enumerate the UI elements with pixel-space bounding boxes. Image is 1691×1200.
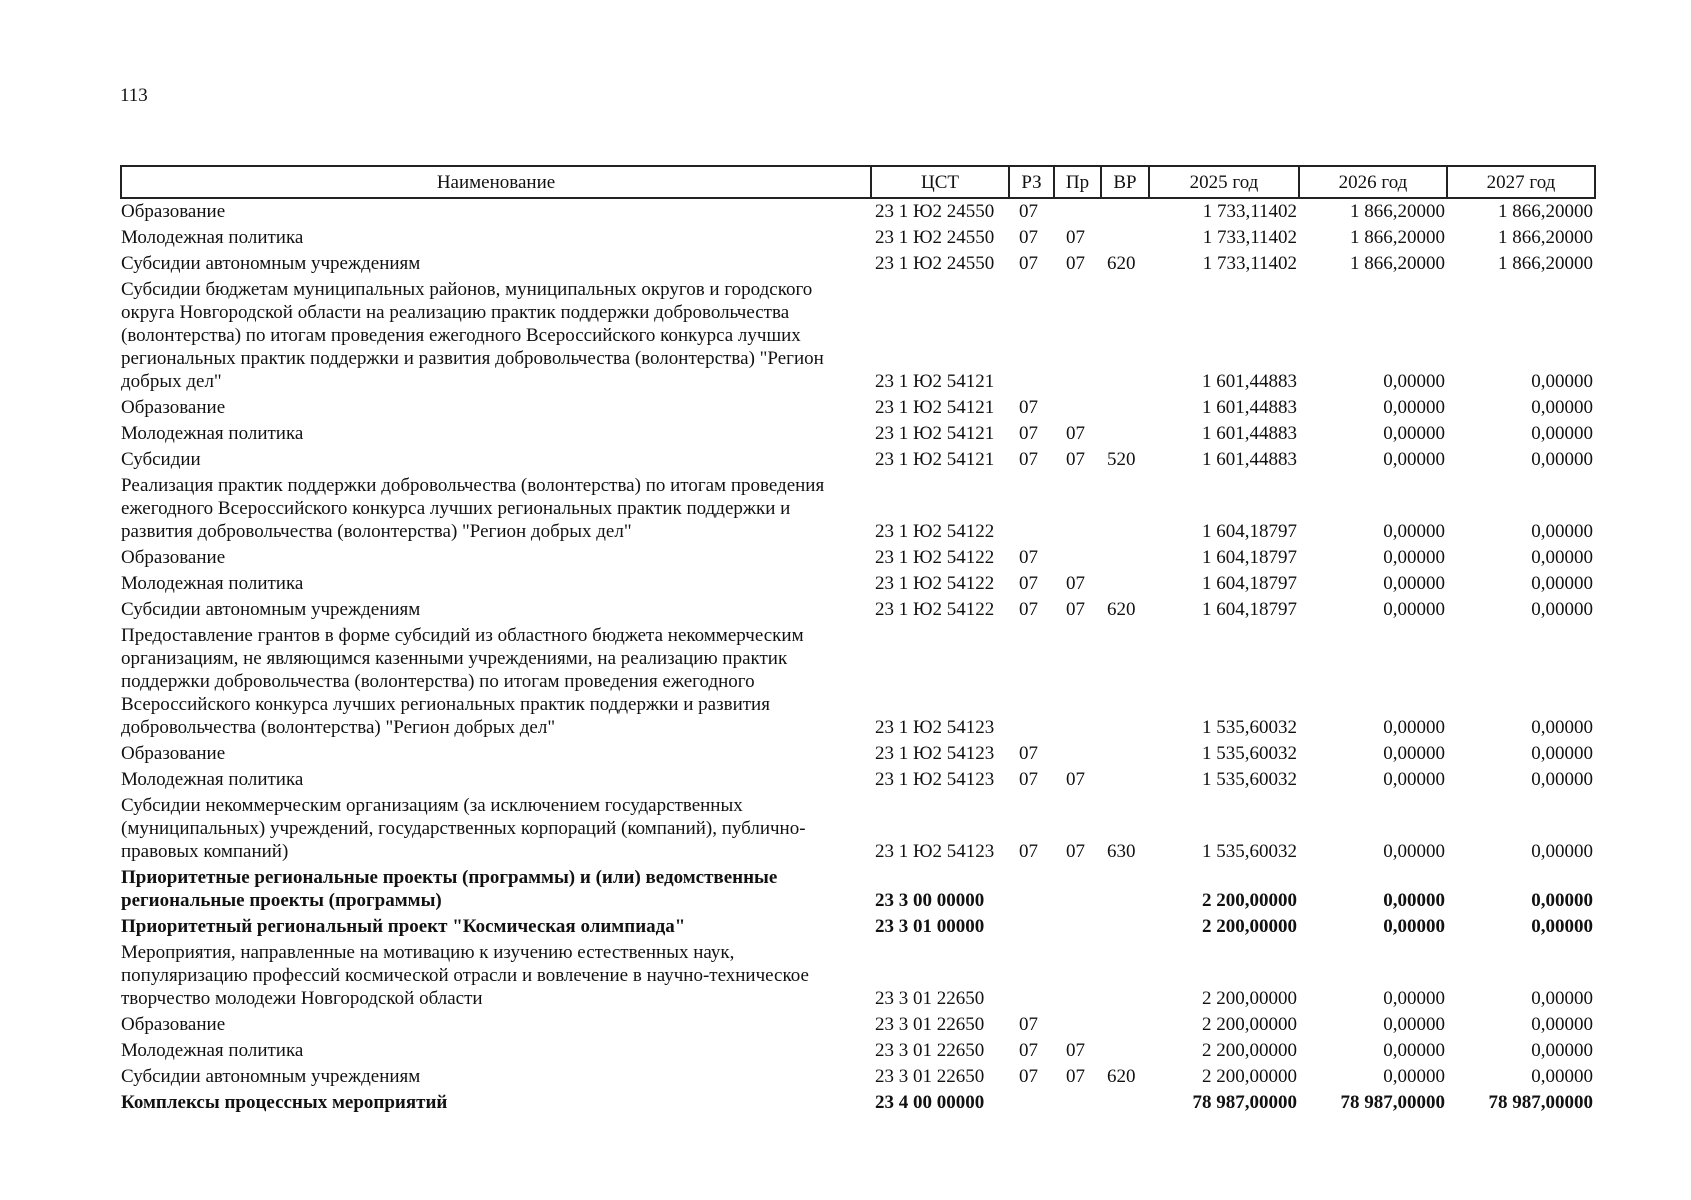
cell-pr (1054, 1012, 1101, 1038)
cell-vr (1101, 395, 1149, 421)
cell-name: Образование (121, 743, 226, 764)
cell-rz (1009, 623, 1054, 741)
cell-pr (1054, 741, 1101, 767)
table-row (121, 741, 1595, 767)
cell-2026: 0,00000 (1383, 573, 1445, 594)
cell-rz: 07 (1019, 573, 1038, 594)
cell-2025: 1 604,18797 (1202, 521, 1297, 542)
cell-name: Реализация практик поддержки добровольчества (волонтерства) по итогам проведения ежегодного Всероссийского конкурса лучших региональных практик поддержки и развития добровольчества (волонтерства) "Регион добрых дел" (121, 475, 825, 542)
table-row (121, 447, 1595, 473)
cell-pr (1054, 473, 1101, 545)
cell-2025: 1 535,60032 (1202, 717, 1297, 738)
cell-2027: 0,00000 (1531, 573, 1593, 594)
cell-vr (1101, 545, 1149, 571)
cell-2025: 2 200,00000 (1202, 916, 1297, 937)
table-row (121, 767, 1595, 793)
header-rz: РЗ (1009, 166, 1054, 198)
cell-name: Приоритетный региональный проект "Космическая олимпиада" (121, 916, 686, 937)
cell-rz: 07 (1019, 1040, 1038, 1061)
cell-vr: 620 (1107, 1066, 1136, 1087)
table-row (121, 865, 1595, 914)
cell-name: Субсидии некоммерческим организациям (за исключением государственных (муниципальных) учреждений, государственных корпораций (компаний), публично-правовых компаний) (121, 795, 806, 862)
cell-cst: 23 1 Ю2 54122 (875, 599, 995, 620)
cell-cst: 23 1 Ю2 54122 (875, 521, 995, 542)
header-2027: 2027 год (1447, 166, 1595, 198)
cell-2025: 1 535,60032 (1202, 743, 1297, 764)
cell-cst: 23 3 01 22650 (875, 988, 985, 1009)
cell-name: Субсидии автономным учреждениям (121, 1066, 421, 1087)
cell-2027: 0,00000 (1531, 841, 1593, 862)
cell-2025: 1 601,44883 (1202, 371, 1297, 392)
cell-cst: 23 1 Ю2 54123 (875, 841, 995, 862)
table-row (121, 545, 1595, 571)
cell-name: Субсидии автономным учреждениям (121, 599, 421, 620)
cell-name: Молодежная политика (121, 769, 304, 790)
cell-cst: 23 1 Ю2 54122 (875, 573, 995, 594)
cell-2027: 0,00000 (1531, 1014, 1593, 1035)
cell-2027: 0,00000 (1531, 547, 1593, 568)
cell-pr (1054, 865, 1101, 914)
cell-cst: 23 1 Ю2 24550 (875, 227, 995, 248)
cell-2026: 78 987,00000 (1340, 1092, 1445, 1113)
cell-2026: 0,00000 (1383, 371, 1445, 392)
cell-2026: 0,00000 (1383, 423, 1445, 444)
cell-2027: 0,00000 (1531, 988, 1593, 1009)
cell-name: Субсидии бюджетам муниципальных районов, муниципальных округов и городского округа Новгородской области на реализацию практик поддержки добровольчества (волонтерства) по итогам проведения ежегодного Всероссийского конкурса лучших региональных практик поддержки и развития добровольчества (волонтерства) "Регион добрых дел" (121, 279, 824, 392)
cell-pr (1054, 1090, 1101, 1116)
cell-pr: 07 (1066, 253, 1085, 274)
cell-pr (1054, 914, 1101, 940)
cell-2026: 0,00000 (1383, 841, 1445, 862)
cell-rz: 07 (1019, 1066, 1038, 1087)
cell-2027: 1 866,20000 (1498, 201, 1593, 222)
cell-2026: 1 866,20000 (1350, 227, 1445, 248)
cell-pr (1054, 277, 1101, 395)
table-row (121, 623, 1595, 741)
cell-vr (1101, 225, 1149, 251)
cell-vr: 620 (1107, 253, 1136, 274)
cell-2027: 0,00000 (1531, 371, 1593, 392)
cell-rz (1009, 940, 1054, 1012)
cell-rz (1009, 277, 1054, 395)
cell-vr (1101, 623, 1149, 741)
cell-cst: 23 1 Ю2 24550 (875, 253, 995, 274)
cell-2027: 78 987,00000 (1488, 1092, 1593, 1113)
cell-2025: 1 604,18797 (1202, 599, 1297, 620)
cell-cst: 23 1 Ю2 54123 (875, 743, 995, 764)
header-2026: 2026 год (1299, 166, 1447, 198)
cell-name: Предоставление грантов в форме субсидий из областного бюджета некоммерческим организациям, не являющимся казенными учреждениями, на реализацию практик поддержки добровольчества (волонтерства) по итогам проведения ежегодного Всероссийского конкурса лучших региональных практик поддержки и развития добровольчества (волонтерства) "Регион добрых дел" (121, 625, 804, 738)
cell-name: Образование (121, 201, 226, 222)
cell-name: Комплексы процессных мероприятий (121, 1092, 448, 1113)
table-row (121, 277, 1595, 395)
cell-vr (1101, 940, 1149, 1012)
cell-rz: 07 (1019, 423, 1038, 444)
cell-pr: 07 (1066, 1066, 1085, 1087)
cell-2025: 2 200,00000 (1202, 890, 1297, 911)
cell-cst: 23 1 Ю2 54121 (875, 397, 995, 418)
cell-vr (1101, 473, 1149, 545)
cell-2027: 1 866,20000 (1498, 227, 1593, 248)
cell-2027: 0,00000 (1531, 1040, 1593, 1061)
cell-2027: 0,00000 (1531, 769, 1593, 790)
cell-2026: 0,00000 (1383, 743, 1445, 764)
cell-cst: 23 4 00 00000 (875, 1092, 985, 1113)
header-vr: ВР (1101, 166, 1149, 198)
cell-name: Образование (121, 397, 226, 418)
cell-vr (1101, 198, 1149, 225)
cell-name: Образование (121, 547, 226, 568)
table-row (121, 597, 1595, 623)
cell-name: Образование (121, 1014, 226, 1035)
cell-2027: 0,00000 (1531, 743, 1593, 764)
cell-vr (1101, 1090, 1149, 1116)
table-header (121, 166, 1595, 198)
cell-rz: 07 (1019, 769, 1038, 790)
cell-2026: 0,00000 (1383, 769, 1445, 790)
cell-rz: 07 (1019, 599, 1038, 620)
budget-table (120, 165, 1596, 1116)
cell-cst: 23 3 01 22650 (875, 1040, 985, 1061)
cell-pr (1054, 623, 1101, 741)
cell-rz (1009, 865, 1054, 914)
cell-pr: 07 (1066, 573, 1085, 594)
cell-2025: 2 200,00000 (1202, 1014, 1297, 1035)
cell-rz (1009, 914, 1054, 940)
cell-2027: 1 866,20000 (1498, 253, 1593, 274)
cell-cst: 23 1 Ю2 54121 (875, 371, 995, 392)
cell-2025: 1 604,18797 (1202, 573, 1297, 594)
cell-pr: 07 (1066, 449, 1085, 470)
cell-2027: 0,00000 (1531, 599, 1593, 620)
cell-rz (1009, 1090, 1054, 1116)
cell-2025: 1 535,60032 (1202, 841, 1297, 862)
cell-rz: 07 (1019, 253, 1038, 274)
cell-2025: 2 200,00000 (1202, 1040, 1297, 1061)
page-number: 113 (120, 85, 148, 106)
cell-vr (1101, 1012, 1149, 1038)
cell-cst: 23 1 Ю2 54121 (875, 449, 995, 470)
cell-vr: 620 (1107, 599, 1136, 620)
table-row (121, 395, 1595, 421)
cell-cst: 23 3 01 22650 (875, 1014, 985, 1035)
cell-vr (1101, 1038, 1149, 1064)
table-row (121, 914, 1595, 940)
cell-2026: 1 866,20000 (1350, 201, 1445, 222)
cell-vr (1101, 421, 1149, 447)
cell-2026: 0,00000 (1383, 449, 1445, 470)
cell-2025: 1 604,18797 (1202, 547, 1297, 568)
table-row (121, 198, 1595, 225)
table-row (121, 473, 1595, 545)
table-row (121, 1064, 1595, 1090)
cell-name: Молодежная политика (121, 423, 304, 444)
cell-rz: 07 (1019, 227, 1038, 248)
cell-name: Молодежная политика (121, 227, 304, 248)
cell-name: Приоритетные региональные проекты (программы) и (или) ведомственные региональные проекты (программы) (121, 867, 778, 911)
cell-cst: 23 1 Ю2 54123 (875, 769, 995, 790)
cell-2026: 0,00000 (1383, 1066, 1445, 1087)
table-body (121, 198, 1595, 1116)
cell-cst: 23 1 Ю2 24550 (875, 201, 995, 222)
cell-2025: 1 601,44883 (1202, 423, 1297, 444)
cell-2026: 0,00000 (1383, 916, 1445, 937)
cell-2026: 0,00000 (1383, 547, 1445, 568)
cell-2025: 1 601,44883 (1202, 397, 1297, 418)
cell-vr: 630 (1107, 841, 1136, 862)
cell-vr: 520 (1107, 449, 1136, 470)
cell-name: Молодежная политика (121, 573, 304, 594)
cell-cst: 23 3 01 22650 (875, 1066, 985, 1087)
cell-2026: 0,00000 (1383, 890, 1445, 911)
cell-pr: 07 (1066, 769, 1085, 790)
cell-pr: 07 (1066, 1040, 1085, 1061)
cell-2025: 1 733,11402 (1202, 201, 1297, 222)
cell-cst: 23 3 00 00000 (875, 890, 985, 911)
header-cst: ЦСТ (871, 166, 1009, 198)
table-row (121, 793, 1595, 865)
cell-2025: 2 200,00000 (1202, 988, 1297, 1009)
cell-name: Молодежная политика (121, 1040, 304, 1061)
cell-2026: 0,00000 (1383, 599, 1445, 620)
cell-pr (1054, 545, 1101, 571)
cell-2026: 0,00000 (1383, 1040, 1445, 1061)
table-row (121, 571, 1595, 597)
cell-vr (1101, 571, 1149, 597)
table-row (121, 1012, 1595, 1038)
cell-2025: 1 733,11402 (1202, 227, 1297, 248)
cell-vr (1101, 277, 1149, 395)
cell-rz: 07 (1019, 397, 1038, 418)
cell-2026: 0,00000 (1383, 717, 1445, 738)
cell-2027: 0,00000 (1531, 423, 1593, 444)
cell-rz (1009, 473, 1054, 545)
cell-vr (1101, 865, 1149, 914)
cell-2027: 0,00000 (1531, 717, 1593, 738)
table-row (121, 421, 1595, 447)
cell-pr: 07 (1066, 227, 1085, 248)
cell-rz: 07 (1019, 449, 1038, 470)
cell-rz: 07 (1019, 743, 1038, 764)
cell-pr: 07 (1066, 841, 1085, 862)
cell-rz: 07 (1019, 201, 1038, 222)
table-row (121, 1038, 1595, 1064)
cell-2027: 0,00000 (1531, 449, 1593, 470)
cell-pr: 07 (1066, 599, 1085, 620)
header-2025: 2025 год (1149, 166, 1299, 198)
cell-cst: 23 1 Ю2 54123 (875, 717, 995, 738)
cell-2027: 0,00000 (1531, 916, 1593, 937)
cell-pr (1054, 940, 1101, 1012)
cell-2025: 1 601,44883 (1202, 449, 1297, 470)
cell-vr (1101, 741, 1149, 767)
cell-rz: 07 (1019, 1014, 1038, 1035)
cell-rz: 07 (1019, 841, 1038, 862)
cell-2025: 1 535,60032 (1202, 769, 1297, 790)
cell-cst: 23 3 01 00000 (875, 916, 985, 937)
cell-rz: 07 (1019, 547, 1038, 568)
table-row (121, 251, 1595, 277)
cell-2027: 0,00000 (1531, 397, 1593, 418)
cell-2027: 0,00000 (1531, 1066, 1593, 1087)
cell-pr (1054, 198, 1101, 225)
cell-2026: 0,00000 (1383, 988, 1445, 1009)
cell-name: Субсидии (121, 449, 201, 470)
cell-2026: 1 866,20000 (1350, 253, 1445, 274)
table-row (121, 1090, 1595, 1116)
table-row (121, 940, 1595, 1012)
cell-2027: 0,00000 (1531, 890, 1593, 911)
cell-cst: 23 1 Ю2 54122 (875, 547, 995, 568)
cell-name: Мероприятия, направленные на мотивацию к изучению естественных наук, популяризацию профессий космической отрасли и вовлечение в научно-техническое творчество молодежи Новгородской области (121, 942, 809, 1009)
cell-2025: 1 733,11402 (1202, 253, 1297, 274)
cell-pr: 07 (1066, 423, 1085, 444)
header-pr: Пр (1054, 166, 1101, 198)
cell-name: Субсидии автономным учреждениям (121, 253, 421, 274)
header-name: Наименование (121, 166, 871, 198)
cell-2025: 78 987,00000 (1192, 1092, 1297, 1113)
cell-2027: 0,00000 (1531, 521, 1593, 542)
cell-2026: 0,00000 (1383, 521, 1445, 542)
cell-2026: 0,00000 (1383, 397, 1445, 418)
cell-vr (1101, 914, 1149, 940)
cell-2025: 2 200,00000 (1202, 1066, 1297, 1087)
cell-cst: 23 1 Ю2 54121 (875, 423, 995, 444)
table-row (121, 225, 1595, 251)
cell-2026: 0,00000 (1383, 1014, 1445, 1035)
cell-pr (1054, 395, 1101, 421)
cell-vr (1101, 767, 1149, 793)
